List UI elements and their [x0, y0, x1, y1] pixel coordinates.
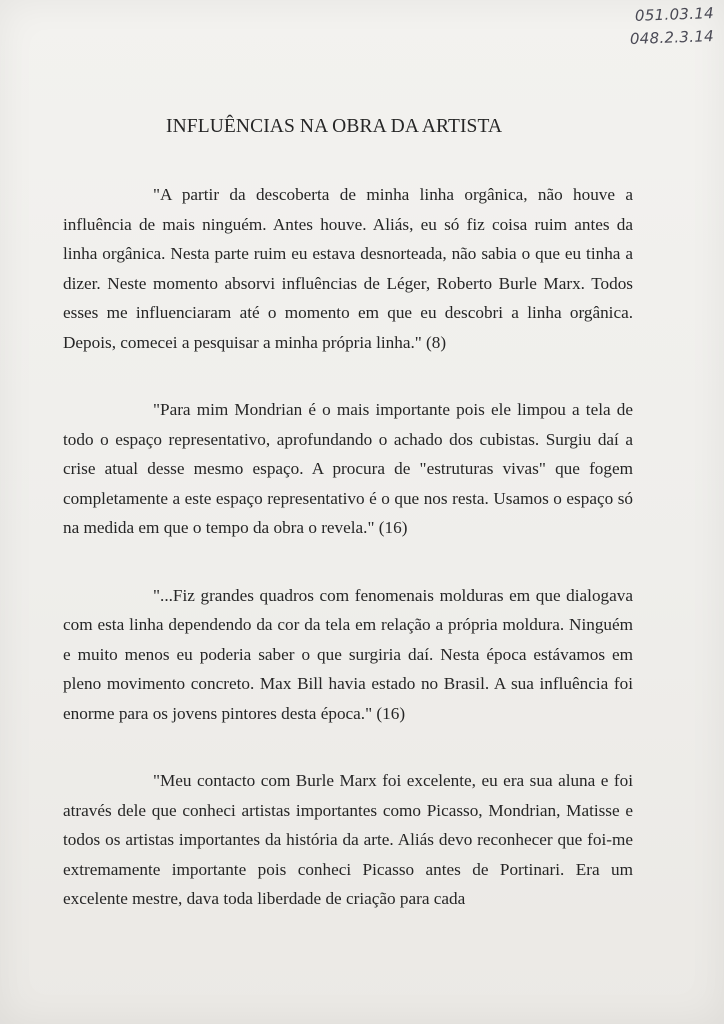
quote-paragraph-3: "...Fiz grandes quadros com fenomenais molduras em que dialogava com esta linha dependendo da cor da tela em relação a própria moldura. Ninguém e muito menos eu poderia saber o que surgiria daí. Nesta época estávamos em pleno movimento concreto. Max Bill havia estado no Brasil. A sua influência foi enorme para os jovens pintores desta época." (16): [63, 585, 633, 723]
handwritten-note-line-1: 051.03.14: [634, 4, 715, 25]
quote-paragraph-1: "A partir da descoberta de minha linha orgânica, não houve a influência de mais ninguém. Antes houve. Aliás, eu só fiz coisa ruim antes da linha orgânica. Nesta parte ruim eu estava desnorteada, não sabia o que eu tinha a dizer. Neste momento absorvi influências de Léger, Roberto Burle Marx. Todos esses me influenciaram até o momento em que eu descobri a linha orgânica. Depois, comecei a pesquisar a minha própria linha." (8): [63, 185, 633, 352]
document-body: [63, 180, 633, 914]
quote-paragraph-4: "Meu contacto com Burle Marx foi excelente, eu era sua aluna e foi através dele que conheci artistas importantes como Picasso, Mondrian, Matisse e todos os artistas importantes da história da arte. Aliás devo reconhecer que foi-me extremamente importante pois conheci Picasso antes de Portinari. Era um excelente mestre, dava toda liberdade de criação para cada: [63, 771, 633, 908]
quote-paragraph-2: "Para mim Mondrian é o mais importante pois ele limpou a tela de todo o espaço representativo, aprofundando o achado dos cubistas. Surgiu daí a crise atual desse mesmo espaço. A procura de "estruturas vivas" que fogem completamente a este espaço representativo é o que nos resta. Usamos o espaço só na medida em que o tempo da obra o revela." (16): [63, 400, 633, 537]
handwritten-note-line-2: 048.2.3.14: [629, 27, 715, 49]
document-title: INFLUÊNCIAS NA OBRA DA ARTISTA: [166, 116, 503, 137]
handwritten-archive-note: [604, 4, 714, 50]
